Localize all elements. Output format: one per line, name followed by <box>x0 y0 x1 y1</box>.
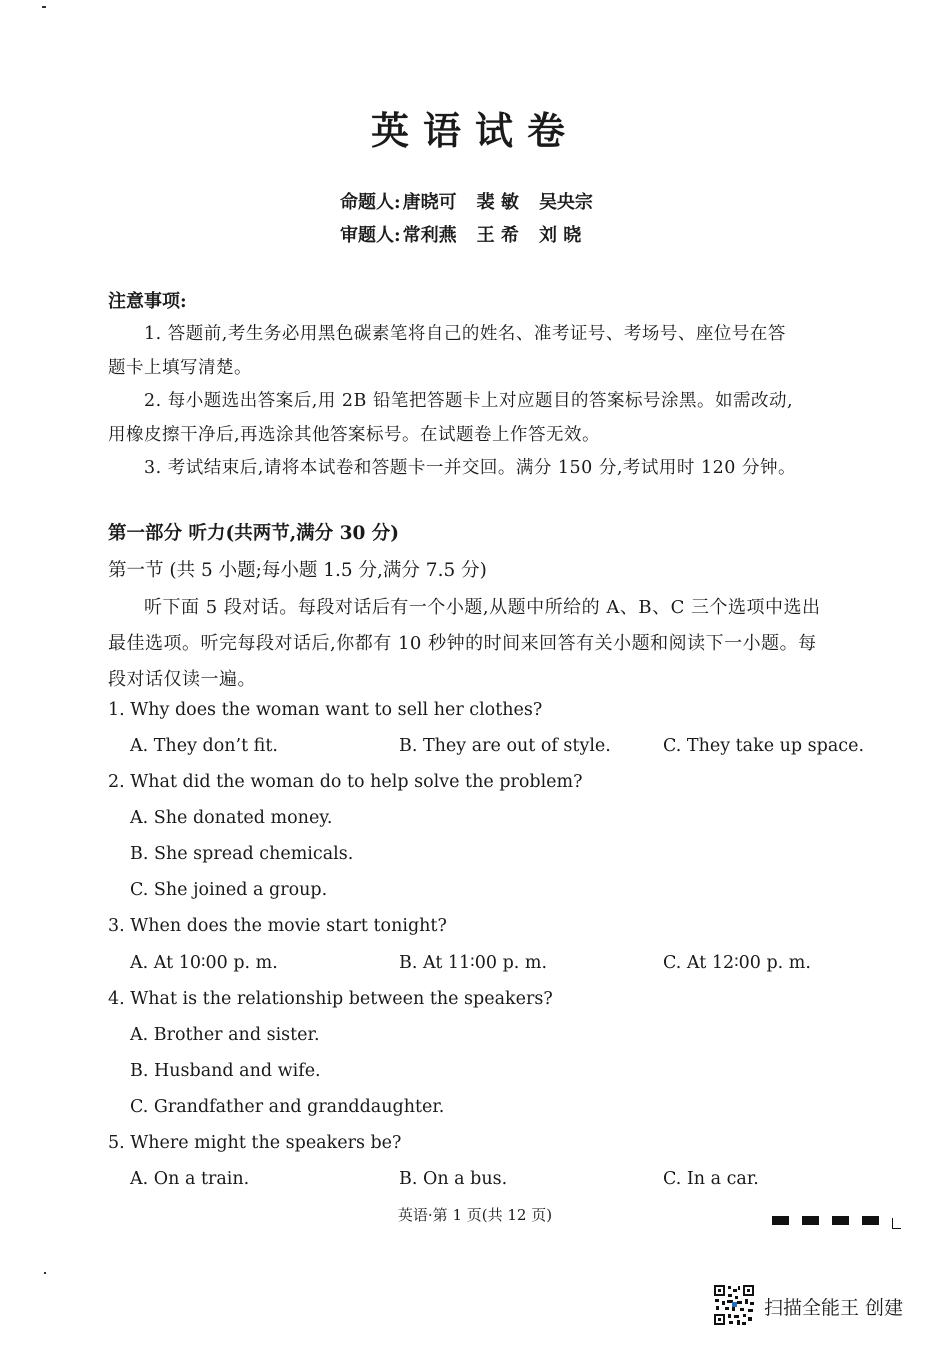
reviewer-name: 常利燕 <box>402 225 457 246</box>
notice-line: 用橡皮擦干净后,再选涂其他答案标号。在试题卷上作答无效。 <box>108 425 601 445</box>
option: B. She spread chemicals. <box>130 844 354 864</box>
page-title: 英语试卷 <box>370 108 579 153</box>
notice-line: 1. 答题前,考生务必用黑色碳素笔将自己的姓名、准考证号、考场号、座位号在答 <box>144 324 786 344</box>
option: B. On a bus. <box>399 1169 508 1189</box>
question-stem: 3. When does the movie start tonight? <box>108 916 447 936</box>
option: C. She joined a group. <box>130 880 328 900</box>
question-stem: 4. What is the relationship between the speakers? <box>108 989 553 1009</box>
question-stem: 2. What did the woman do to help solve the problem? <box>108 772 583 792</box>
section-heading: 第一节 (共 5 小题;每小题 1.5 分,满分 7.5 分) <box>108 560 487 581</box>
scan-registration-marks <box>772 1210 901 1229</box>
option: A. Brother and sister. <box>130 1025 320 1045</box>
option: A. They don’t fit. <box>130 736 278 756</box>
instruction-line: 听下面 5 段对话。每段对话后有一个小题,从题中所给的 A、B、C 三个选项中选出 <box>144 597 821 618</box>
notice-line: 3. 考试结束后,请将本试卷和答题卡一并交回。满分 150 分,考试用时 120 分钟。 <box>144 458 796 478</box>
qr-code-icon <box>713 1284 755 1326</box>
option: C. They take up space. <box>663 736 865 756</box>
author-name: 唐晓可 <box>402 192 457 213</box>
reviewers-label: 审题人: <box>340 225 401 246</box>
option: B. Husband and wife. <box>130 1061 321 1081</box>
option: B. They are out of style. <box>399 736 611 756</box>
notice-line: 2. 每小题选出答案后,用 2B 铅笔把答题卡上对应题目的答案标号涂黑。如需改动, <box>144 391 794 411</box>
reviewers-line <box>340 221 601 247</box>
authors-label: 命题人: <box>340 192 401 213</box>
author-name: 裴 敏 <box>476 192 519 213</box>
option: C. In a car. <box>663 1169 759 1189</box>
notice-heading: 注意事项: <box>108 291 187 312</box>
registration-mark <box>772 1216 789 1225</box>
page-footer: 英语·第 1 页(共 12 页) <box>397 1206 553 1224</box>
reviewer-name: 王 希 <box>476 225 519 246</box>
corner-mark <box>892 1218 901 1229</box>
scanner-watermark: 扫描全能王 创建 <box>764 1297 904 1319</box>
registration-mark <box>802 1216 819 1225</box>
registration-mark <box>832 1216 849 1225</box>
authors-line <box>340 188 613 214</box>
author-name: 吴央宗 <box>538 192 593 213</box>
question-stem: 1. Why does the woman want to sell her clothes? <box>108 700 543 720</box>
question-stem: 5. Where might the speakers be? <box>108 1133 402 1153</box>
reviewer-name: 刘 晓 <box>538 225 582 246</box>
notice-line: 题卡上填写清楚。 <box>108 358 252 378</box>
option: A. She donated money. <box>130 808 333 828</box>
option: C. Grandfather and granddaughter. <box>130 1097 445 1117</box>
option: C. At 12∶00 p. m. <box>663 953 811 973</box>
scan-speck <box>44 1272 46 1274</box>
registration-mark <box>862 1216 879 1225</box>
instruction-line: 段对话仅读一遍。 <box>108 669 256 690</box>
option: B. At 11∶00 p. m. <box>399 953 548 973</box>
option: A. On a train. <box>130 1169 250 1189</box>
part-heading: 第一部分 听力(共两节,满分 30 分) <box>108 523 400 544</box>
instruction-line: 最佳选项。听完每段对话后,你都有 10 秒钟的时间来回答有关小题和阅读下一小题。每 <box>108 633 817 654</box>
scan-speck <box>42 6 46 8</box>
option: A. At 10∶00 p. m. <box>130 953 278 973</box>
